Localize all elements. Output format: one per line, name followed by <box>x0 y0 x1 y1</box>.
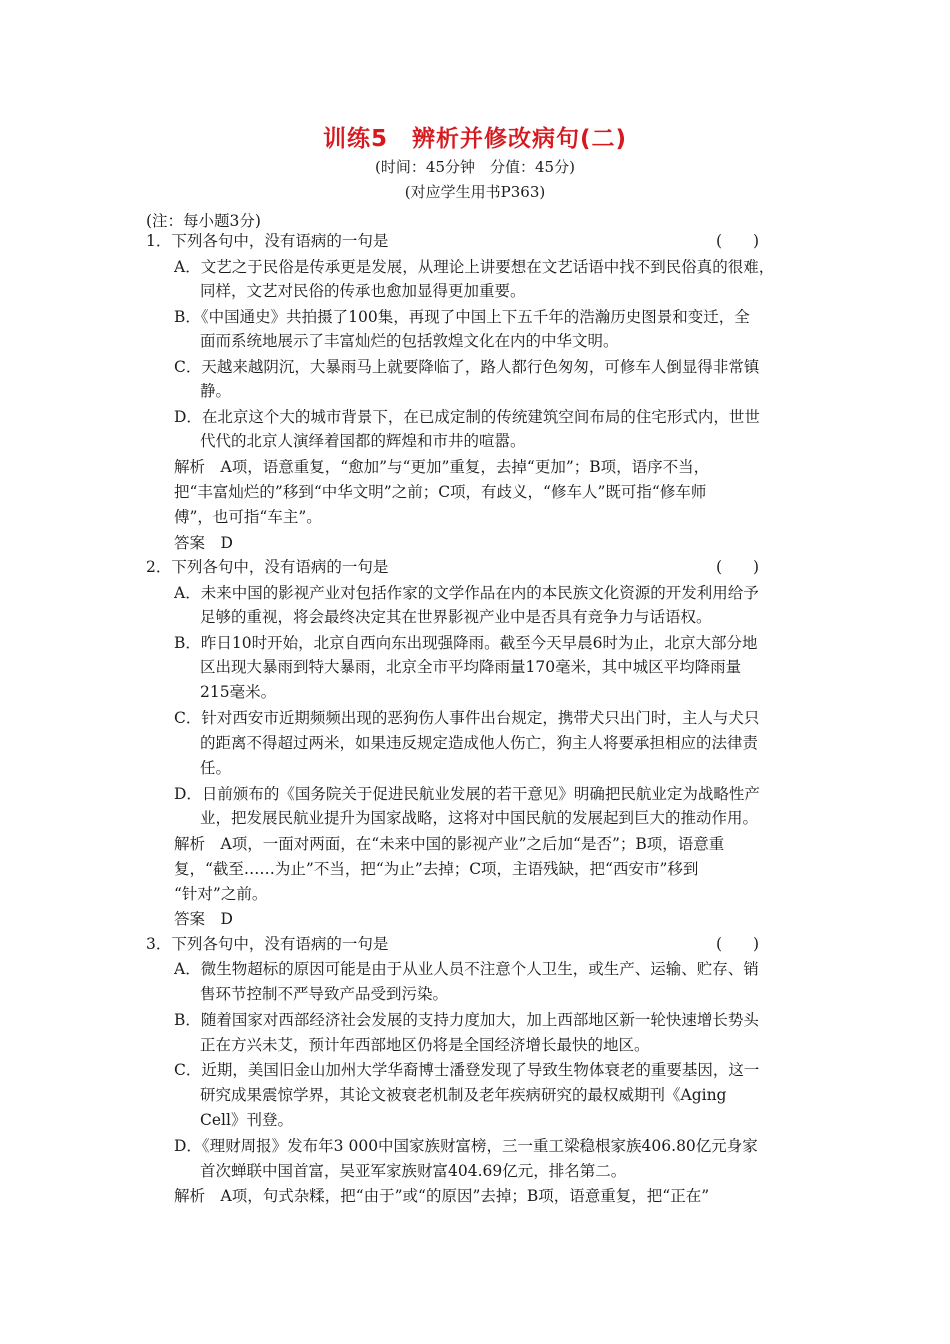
question-1-option-b-cont: 面而系统地展示了丰富灿烂的包括敦煌文化在内的中华文明。 <box>200 332 619 350</box>
question-1-answer: 答案 D <box>174 534 233 552</box>
question-2-analysis-line-3: “针对”之前。 <box>174 885 268 903</box>
question-1-answer-bracket[interactable]: ( ) <box>716 232 760 250</box>
book-reference: (对应学生用书P363) <box>404 183 546 201</box>
question-1-stem: 1．下列各句中，没有语病的一句是 <box>146 232 389 250</box>
question-3-option-a-cont: 售环节控制不严导致产品受到污染。 <box>200 985 449 1003</box>
question-2-option-b: B．昨日10时开始，北京自西向东出现强降雨。截至今天早晨6时为止，北京大部分地 <box>174 634 758 652</box>
question-1-option-a: A．文艺之于民俗是传承更是发展，从理论上讲要想在文艺话语中找不到民俗真的很难， <box>174 258 775 276</box>
question-1-option-a-cont: 同样，文艺对民俗的传承也愈加显得更加重要。 <box>200 282 526 300</box>
question-3-option-a: A．微生物超标的原因可能是由于从业人员不注意个人卫生，或生产、运输、贮存、销 <box>174 960 759 978</box>
question-1-option-b: B．《中国通史》共拍摄了100集，再现了中国上下五千年的浩瀚历史图景和变迁，全 <box>174 308 750 326</box>
question-1-analysis-line-2: 把“丰富灿烂的”移到“中华文明”之前；C项，有歧义，“修车人”既可指“修车师 <box>174 483 707 501</box>
question-3-option-d-cont: 首次蝉联中国首富，吴亚军家族财富404.69亿元，排名第二。 <box>200 1162 627 1180</box>
question-1-option-d: D．在北京这个大的城市背景下，在已成定制的传统建筑空间布局的住宅形式内，世世 <box>174 408 760 426</box>
question-3-option-c-cont-1: 研究成果震惊学界，其论文被衰老机制及老年疾病研究的最权威期刊《Aging <box>200 1086 727 1104</box>
question-1-option-d-cont: 代代的北京人演绎着国都的辉煌和市井的喧嚣。 <box>200 432 526 450</box>
question-2-answer: 答案 D <box>174 910 233 928</box>
question-3-option-d: D．《理财周报》发布年3 000中国家族财富榜，三一重工梁稳根家族406.80亿元身家 <box>174 1137 758 1155</box>
question-3-analysis-line-1: 解析 A项，句式杂糅，把“由于”或“的原因”去掉；B项，语意重复，把“正在” <box>174 1187 710 1205</box>
question-2-analysis-line-2: 复，“截至……为止”不当，把“为止”去掉；C项，主语残缺，把“西安市”移到 <box>174 860 699 878</box>
question-2-answer-bracket[interactable]: ( ) <box>716 558 760 576</box>
question-3-answer-bracket[interactable]: ( ) <box>716 935 760 953</box>
question-2-option-a: A．未来中国的影视产业对包括作家的文学作品在内的本民族文化资源的开发利用给予 <box>174 584 759 602</box>
question-2-analysis-line-1: 解析 A项，一面对两面，在“未来中国的影视产业”之后加“是否”；B项，语意重 <box>174 835 725 853</box>
question-1-analysis-line-3: 傅”，也可指“车主”。 <box>174 508 322 526</box>
question-1-option-c: C．天越来越阴沉，大暴雨马上就要降临了，路人都行色匆匆，可修车人倒显得非常镇 <box>174 358 760 376</box>
score-note: (注：每小题3分) <box>146 212 261 230</box>
time-score-line: (时间：45分钟 分值：45分) <box>375 158 575 176</box>
question-1-analysis-line-1: 解析 A项，语意重复，“愈加”与“更加”重复，去掉“更加”；B项，语序不当， <box>174 458 710 476</box>
question-3-stem: 3．下列各句中，没有语病的一句是 <box>146 935 389 953</box>
question-3-option-c: C．近期，美国旧金山加州大学华裔博士潘登发现了导致生物体衰老的重要基因，这一 <box>174 1061 760 1079</box>
question-2-option-c-cont-1: 的距离不得超过两米，如果违反规定造成他人伤亡，狗主人将要承担相应的法律责 <box>200 734 759 752</box>
question-3-option-c-cont-2: Cell》刊登。 <box>200 1111 293 1129</box>
question-2-stem: 2．下列各句中，没有语病的一句是 <box>146 558 389 576</box>
question-2-option-d-cont: 业，把发展民航业提升为国家战略，这将对中国民航的发展起到巨大的推动作用。 <box>200 809 759 827</box>
question-2-option-d: D．日前颁布的《国务院关于促进民航业发展的若干意见》明确把民航业定为战略性产 <box>174 785 760 803</box>
question-3-option-b-cont: 正在方兴未艾，预计年西部地区仍将是全国经济增长最快的地区。 <box>200 1036 650 1054</box>
question-1-option-c-cont: 静。 <box>200 382 232 400</box>
question-2-option-c-cont-2: 任。 <box>200 759 232 777</box>
question-2-option-c: C．针对西安市近期频频出现的恶狗伤人事件出台规定，携带犬只出门时，主人与犬只 <box>174 709 760 727</box>
question-2-option-b-cont-2: 215毫米。 <box>200 683 277 701</box>
question-2-option-b-cont-1: 区出现大暴雨到特大暴雨，北京全市平均降雨量170毫米，其中城区平均降雨量 <box>200 658 742 676</box>
question-2-option-a-cont: 足够的重视，将会最终决定其在世界影视产业中是否具有竞争力与话语权。 <box>200 608 712 626</box>
page-title: 训练5 辨析并修改病句(二) <box>322 126 628 152</box>
question-3-option-b: B．随着国家对西部经济社会发展的支持力度加大，加上西部地区新一轮快速增长势头 <box>174 1011 759 1029</box>
